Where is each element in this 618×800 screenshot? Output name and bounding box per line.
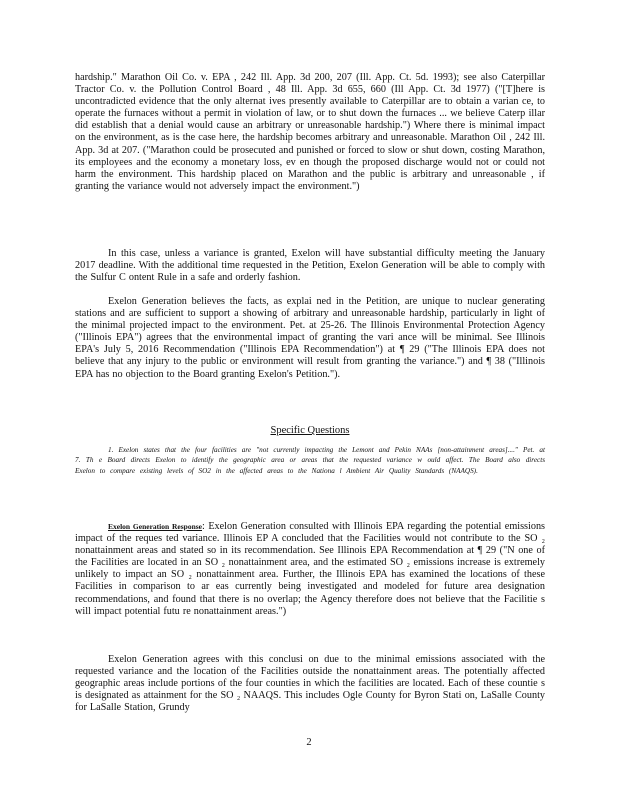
paragraph-text: Exelon Generation believes the facts, as explai ned in the Petition, are unique to nuclear generating stations and are sufficient to support a showing of arbitrary and unreasonable hardship, particularly in light of the minimal projected impact to the environment. Pet. at 25-26. The Illinois Environmental Protection Agency ("Illinois EPA") agrees that the environmental impact of granting the vari ance will be minimal. See Illinois EPA's July 5, 2016 Recommendation ("Illinois EPA Recommendation") at ¶ 29 ("The Illinois EPA does not believe that any injury to the public or environment will result from granting the variance.") and ¶ 38 ("Illinois EPA has no objection to the Board granting Exelon's Petition."). — [75, 296, 545, 380]
response-text: : Exelon Generation consulted with Illinois EPA regarding the potential emissions impact of the reques ted variance. Illinois EP A concluded that the Facilities would not contribute to the SO ₂ nonattainment areas and stated so in its recommendation. See Illinois EPA Recommendation at ¶ 29 ("N one of the Facilities are located in an SO ₂ nonattainment area, and the estimated SO ₂ emissions increase is extremely unlikely to impact an SO ₂ nonattainment area. Further, the Illinois EPA has examined the locations of these Facilities in comparison to ar eas currently being investigated and modeled for future area designation recommendations, and found that there is no overlap; the Agency therefore does not believe that the Facilitie s will impact potential futu re nonattainment areas.") — [75, 521, 545, 617]
question-1 — [75, 445, 545, 476]
paragraph-agreement — [75, 654, 545, 714]
paragraph-text: In this case, unless a variance is granted, Exelon will have substantial difficulty meeting the January 2017 deadline. With the additional time requested in the Petition, Exelon Generation will be able to comply with the Sulfur C ontent Rule in a safe and orderly fashion. — [75, 248, 545, 284]
section-heading — [75, 425, 545, 437]
paragraph-variance-deadline — [75, 248, 545, 284]
paragraph-text: Exelon Generation agrees with this conclusi on due to the minimal emissions associated with the requested variance and the location of the Facilities outside the nonattainment areas. The potentially affected geographic areas include portions of the four counties in which the facilities are located. Each of these countie s is designated as attainment for the SO ₂ NAAQS. This includes Ogle County for Byron Stati on, LaSalle County for LaSalle Station, Grundy — [75, 654, 545, 714]
paragraph-unique-facts — [75, 296, 545, 381]
section-heading-text: Specific Questions — [270, 425, 350, 436]
question-text: 1. Exelon states that the four facilities are "not currently impacting the Lemont and Pekin NAAs [non-attainment areas]...." Pet. at 7. Th e Board directs Exelon to identify the geographic area or areas that the requested variance w ould affect. The Board also directs Exelon to compare existing levels of SO2 in the affected areas to the Nationa l Ambient Air Quality Standards (NAAQS). — [75, 446, 545, 475]
paragraph-text: hardship." Marathon Oil Co. v. EPA , 242 Ill. App. 3d 200, 207 (Ill. App. Ct. 5d. 1993); see also Caterpillar Tractor Co. v. the Pollution Control Board , 48 Ill. App. 3d 655, 660 (Ill App. Ct. 3d 1977) ("[T]here is uncontradicted evidence that the only alternat ives presently available to Caterpillar are to obtain a varian ce, to operate the furnaces without a permit in violation of law, or to shut down the furnaces ... we believe Caterp illar did establish that a denial would cause an arbitrary or unreasonable hardship.") Where there is minimal impact on the environment, as is the case here, the hardship becomes arbitrary and unreasonable. Marathon Oil , 242 Ill. App. 3d at 207. ("Marathon could be prosecuted and punished or forced to slow or shut down, costing Marathon, its employees and the economy a monetary loss, ev en though the proposed discharge would not or could not harm the environment. This hardship placed on Marathon and the public is arbitrary and unreasonable , if granting the variance would not adversely impact the environment.") — [75, 72, 545, 192]
response-paragraph — [75, 521, 545, 618]
page-number: 2 — [306, 737, 312, 748]
response-label: Exelon Generation Response — [108, 522, 202, 531]
paragraph-hardship-citation — [75, 72, 545, 193]
